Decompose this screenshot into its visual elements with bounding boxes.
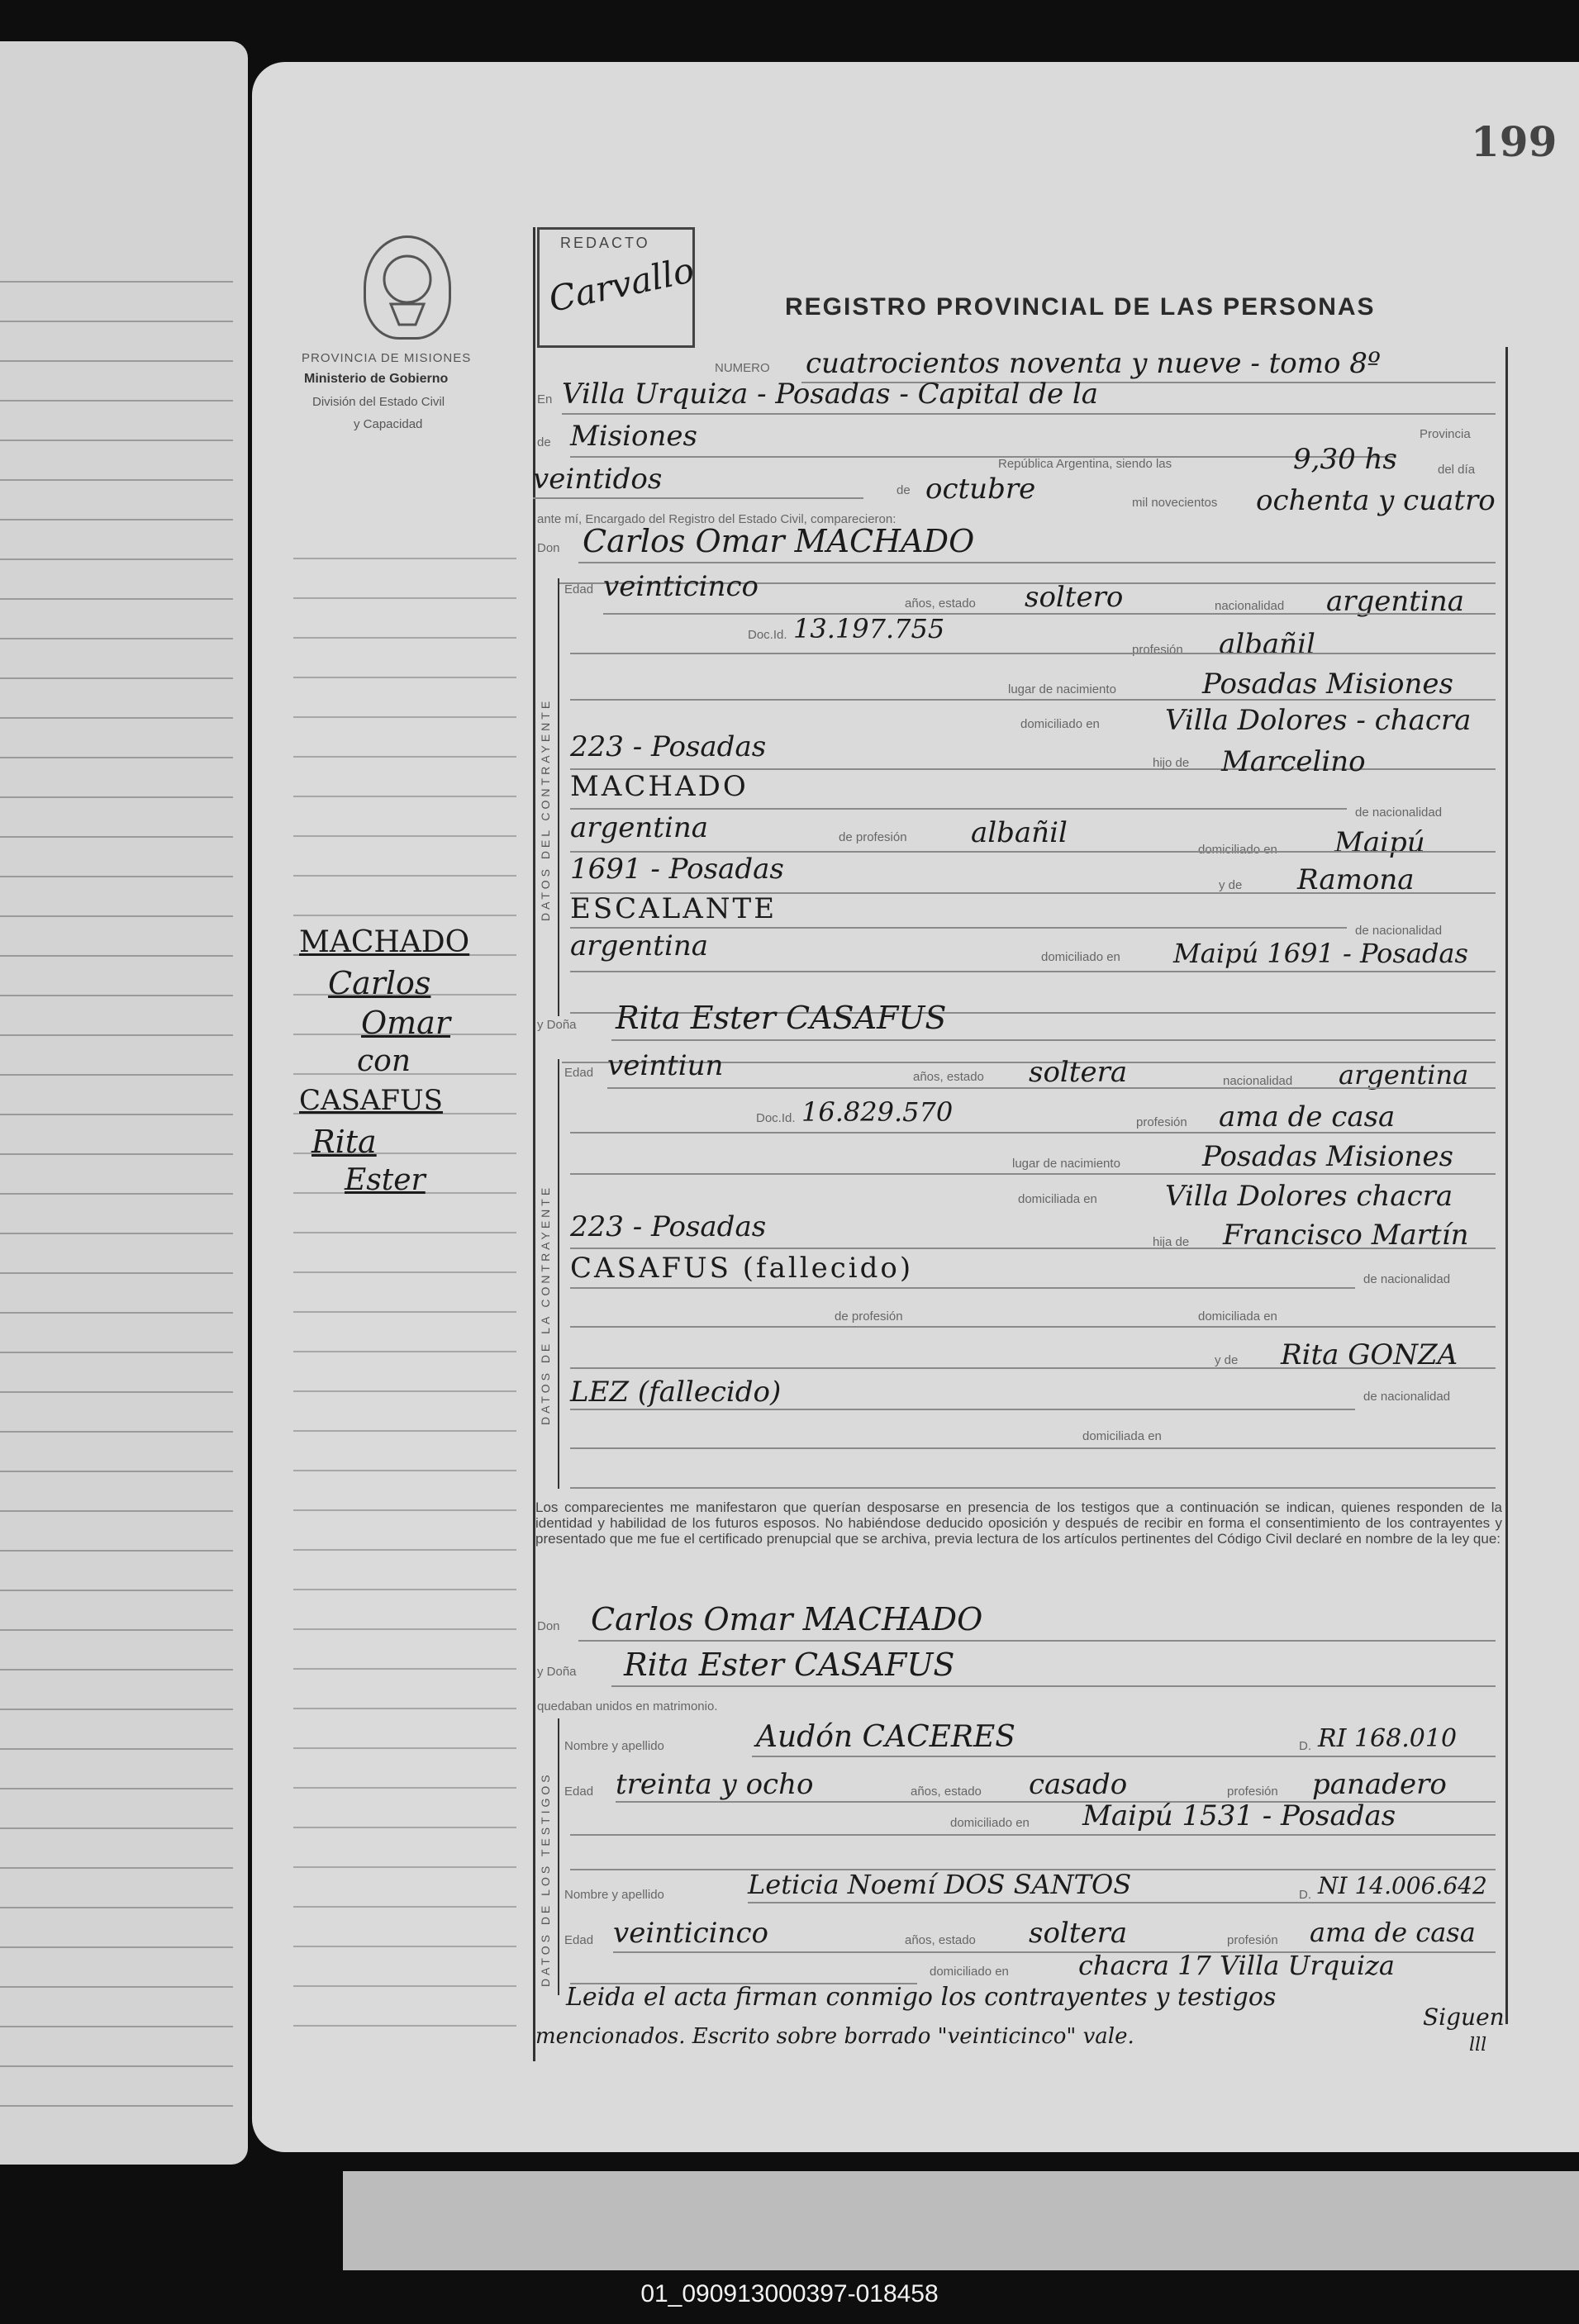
y-de-label: y de: [1219, 878, 1243, 892]
contrayenta-edad: veintiun: [607, 1049, 724, 1082]
t1-domicilio-label: domiciliado en: [950, 1816, 1030, 1830]
profesion-label: profesión: [1132, 643, 1183, 657]
contrayente-doc: 13.197.755: [793, 613, 945, 644]
ruled-line: [0, 2105, 233, 2107]
ruled-line: [0, 836, 233, 838]
en-value: Villa Urquiza - Posadas - Capital de la: [562, 378, 1099, 411]
contrayenta-nacionalidad: argentina: [1339, 1059, 1469, 1091]
anio-value: ochenta y cuatro: [1256, 484, 1496, 517]
contrayenta-domicilio-2: 223 - Posadas: [570, 1210, 767, 1243]
ruled-line: [0, 281, 233, 283]
hijo-label: hijo de: [1153, 756, 1190, 770]
en-label: En: [537, 392, 553, 406]
de-value: Misiones: [570, 420, 697, 453]
ruled-line: [0, 321, 233, 322]
form-right-border: [1505, 347, 1508, 2024]
contrayenta-section-border: [558, 1059, 559, 1489]
testigo-1-nombre: Audón CACERES: [756, 1720, 1015, 1754]
margin-rule: [293, 1509, 516, 1511]
margin-line: Ester: [345, 1163, 426, 1197]
margin-rule: [293, 597, 516, 599]
margin-line: Rita: [312, 1124, 377, 1160]
lugar-label-2: lugar de nacimiento: [1012, 1157, 1120, 1171]
contrayenta-madre-nacionalidad: de nacionalidad: [1363, 1390, 1451, 1404]
contrayente-section-border: [558, 578, 559, 1016]
contrayente-edad: veinticinco: [603, 570, 759, 603]
ruled-line: [0, 1233, 233, 1234]
numero-value: cuatrocientos noventa y nueve - tomo 8º: [806, 347, 1381, 380]
unidos-label: quedaban unidos en matrimonio.: [537, 1699, 718, 1713]
ruled-line: [0, 440, 233, 441]
ruled-line: [0, 876, 233, 877]
margin-line: MACHADO: [299, 925, 470, 959]
page-edge: [343, 2171, 1579, 2270]
t2-nombre-label: Nombre y apellido: [564, 1888, 664, 1902]
ruled-line: [0, 1153, 233, 1155]
contrayente-section-label: DATOS DEL CONTRAYENTE: [539, 697, 552, 921]
edad-label-2: Edad: [564, 1066, 594, 1080]
contrayenta-section-label: DATOS DE LA CONTRAYENTE: [539, 1184, 552, 1425]
ruled-line: [0, 519, 233, 520]
margin-rule: [293, 1628, 516, 1630]
contrayenta-estado: soltera: [1029, 1056, 1128, 1089]
lugar-label: lugar de nacimiento: [1008, 682, 1116, 696]
ruled-line: [0, 1074, 233, 1076]
margin-rule: [293, 1787, 516, 1789]
don-label: Don: [537, 541, 560, 555]
estado-label: años, estado: [905, 596, 976, 611]
testigo-2-nombre: Leticia Noemí DOS SANTOS: [748, 1869, 1132, 1900]
contrayente-padre-prof: albañil: [971, 816, 1068, 849]
ruled-line: [0, 1272, 233, 1274]
testigo-2-doc: NI 14.006.642: [1318, 1872, 1487, 1899]
ruled-line: [0, 360, 233, 362]
testigo-2-profesion: ama de casa: [1310, 1917, 1476, 1948]
closing-line-1: Leida el acta firman conmigo los contrayentes y testigos: [566, 1983, 1277, 2012]
margin-rule: [293, 716, 516, 718]
document-title: REGISTRO PROVINCIAL DE LAS PERSONAS: [785, 293, 1376, 321]
de-label: de: [537, 435, 551, 449]
division-label-2: y Capacidad: [354, 417, 423, 431]
contrayente-madre-nac: argentina: [570, 929, 709, 962]
contrayenta-madre-dom-label: domiciliada en: [1082, 1429, 1162, 1443]
ruled-line: [0, 1867, 233, 1869]
margin-rule: [293, 835, 516, 837]
contrayente-domicilio-2: 223 - Posadas: [570, 730, 767, 763]
contrayenta-de-profesion: de profesión: [835, 1309, 903, 1324]
declaration-don-label: Don: [537, 1619, 560, 1633]
del-dia-label: del día: [1438, 463, 1476, 477]
t2-doc-label: D.: [1299, 1888, 1311, 1902]
margin-line: Omar: [361, 1005, 451, 1041]
hija-label: hija de: [1153, 1235, 1190, 1249]
contrayente-estado: soltero: [1025, 581, 1124, 614]
contrayenta-profesion: ama de casa: [1219, 1100, 1396, 1133]
ruled-line: [0, 1946, 233, 1948]
t2-domicilio-label: domiciliado en: [930, 1965, 1009, 1979]
contrayenta-padre-apellido: CASAFUS (fallecido): [570, 1252, 914, 1285]
page-number: 199: [1471, 117, 1558, 166]
ruled-line: [0, 1312, 233, 1314]
t1-edad-label: Edad: [564, 1785, 594, 1799]
margin-rule: [293, 875, 516, 877]
margin-rule: [293, 1946, 516, 1947]
margin-rule: [293, 1906, 516, 1908]
margin-rule: [293, 1549, 516, 1551]
madre-domicilio-label: domiciliado en: [1041, 950, 1120, 964]
siguen-label: Siguen: [1423, 2003, 1505, 2031]
ruled-line: [0, 400, 233, 402]
margin-rule: [293, 915, 516, 916]
contrayenta-madre: Rita GONZA: [1281, 1338, 1458, 1371]
margin-rule: [293, 677, 516, 678]
ruled-line: [0, 1510, 233, 1512]
margin-rule: [293, 1351, 516, 1352]
margin-rule: [293, 558, 516, 559]
ministry-label: Ministerio de Gobierno: [304, 372, 449, 386]
t1-doc-label: D.: [1299, 1739, 1311, 1753]
closing-line-2: mencionados. Escrito sobre borrado "veinticinco" vale.: [535, 2024, 1134, 2049]
contrayente-madre-dom: Maipú 1691 - Posadas: [1173, 938, 1468, 969]
margin-annotation: [299, 925, 522, 1203]
stamp-signature: Carvallo: [545, 250, 698, 320]
ruled-line: [0, 1034, 233, 1036]
contrayente-padre-dom-2: 1691 - Posadas: [570, 853, 784, 886]
margin-rule: [293, 1470, 516, 1471]
dia-value: veintidos: [533, 463, 663, 496]
margin-line: con: [357, 1044, 411, 1078]
declaration-dona-label: y Doña: [537, 1665, 577, 1679]
testigo-1-edad: treinta y ocho: [616, 1768, 814, 1801]
contrayente-madre: Ramona: [1297, 863, 1415, 896]
margin-rule: [293, 1589, 516, 1590]
contrayente-lugar: Posadas Misiones: [1202, 668, 1453, 701]
ruled-line: [0, 1391, 233, 1393]
doc-label-2: Doc.Id.: [756, 1111, 796, 1125]
numero-label: NUMERO: [715, 361, 770, 375]
profesion-label-2: profesión: [1136, 1115, 1187, 1129]
ruled-line: [0, 717, 233, 719]
ruled-line: [0, 558, 233, 560]
ruled-line: [0, 1114, 233, 1115]
declaration-text: Los comparecientes me manifestaron que querían desposarse en presencia de los testigos que a continuación se indican, quienes responden de la identidad y habilidad de los futuros esposos. No habiéndose deducido oposición y después de recibir en forma el consentimiento de los contrayentes y presentado que me fue el certificado prenupcial que se archiva, previa lectura de los artículos pertinentes del Código Civil declaré en nombre de la ley que:: [535, 1499, 1502, 1547]
contrayenta-padre: Francisco Martín: [1223, 1219, 1469, 1252]
nacionalidad-label-2: nacionalidad: [1223, 1074, 1293, 1088]
margin-rule: [293, 796, 516, 797]
ruled-line: [0, 1709, 233, 1710]
t2-profesion-label: profesión: [1227, 1933, 1278, 1947]
contrayente-domicilio: Villa Dolores - chacra: [1165, 704, 1472, 737]
nacionalidad-label: nacionalidad: [1215, 599, 1285, 613]
t2-estado-label: años, estado: [905, 1933, 976, 1947]
ruled-line: [0, 1590, 233, 1591]
declaration-dona: Rita Ester CASAFUS: [624, 1647, 955, 1683]
ruled-line: [0, 796, 233, 798]
de-label-2: de: [897, 483, 911, 497]
contrayente-nacionalidad: argentina: [1326, 585, 1465, 618]
declaration-don: Carlos Omar MACHADO: [591, 1601, 983, 1637]
ante-label: ante mí, Encargado del Registro del Estado Civil, comparecieron:: [537, 512, 897, 526]
testigo-2-domicilio: chacra 17 Villa Urquiza: [1078, 1950, 1395, 1981]
margin-rule: [293, 1668, 516, 1670]
ruled-line: [0, 479, 233, 481]
margin-rule: [293, 1708, 516, 1709]
testigos-section-label: DATOS DE LOS TESTIGOS: [539, 1771, 552, 1987]
margin-rule: [293, 1827, 516, 1828]
ruled-line: [0, 2065, 233, 2067]
de-nacionalidad-label: de nacionalidad: [1355, 806, 1443, 820]
hora-value: 9,30 hs: [1293, 443, 1397, 476]
y-de-label-2: y de: [1215, 1353, 1239, 1367]
domicilio-label-2: domiciliada en: [1018, 1192, 1097, 1206]
margin-line: Carlos: [328, 965, 431, 1001]
margin-rule: [293, 1430, 516, 1432]
contrayente-padre: Marcelino: [1221, 745, 1366, 778]
de-profesion-label: de profesión: [839, 830, 907, 844]
madre-nacionalidad-label: de nacionalidad: [1355, 924, 1443, 938]
margin-rule: [293, 1985, 516, 1987]
margin-rule: [293, 1232, 516, 1233]
testigo-1-domicilio: Maipú 1531 - Posadas: [1082, 1799, 1396, 1832]
form-left-border: [533, 227, 535, 2061]
contrayente-padre-nac: argentina: [570, 811, 709, 844]
testigo-1-doc: RI 168.010: [1318, 1724, 1458, 1753]
contrayente-padre-apellido: MACHADO: [570, 770, 749, 803]
initials: lll: [1469, 2035, 1487, 2055]
contrayenta-name: Rita Ester CASAFUS: [616, 1000, 947, 1036]
dona-label: y Doña: [537, 1018, 577, 1032]
ruled-line: [0, 1352, 233, 1353]
t1-estado-label: años, estado: [911, 1785, 982, 1799]
t1-profesion-label: profesión: [1227, 1785, 1278, 1799]
ruled-line: [0, 677, 233, 679]
ruled-line: [0, 598, 233, 600]
republica-label: República Argentina, siendo las: [998, 457, 1172, 471]
division-label: División del Estado Civil: [312, 395, 445, 409]
province-label: PROVINCIA DE MISIONES: [302, 351, 472, 365]
ruled-line: [0, 638, 233, 639]
ruled-line: [0, 757, 233, 758]
margin-rule: [293, 637, 516, 639]
margin-rule: [293, 1311, 516, 1313]
ruled-line: [0, 1550, 233, 1552]
ruled-line: [0, 1748, 233, 1750]
contrayenta-padre-dom-label: domiciliada en: [1198, 1309, 1277, 1324]
padre-domicilio-label: domiciliado en: [1198, 843, 1277, 857]
t1-nombre-label: Nombre y apellido: [564, 1739, 664, 1753]
ruled-line: [0, 995, 233, 996]
margin-rule: [293, 756, 516, 758]
ruled-line: [0, 1827, 233, 1829]
ruled-line: [0, 1669, 233, 1671]
t2-edad-label: Edad: [564, 1933, 594, 1947]
ruled-line: [0, 1788, 233, 1789]
estado-label-2: años, estado: [913, 1070, 984, 1084]
ruled-line: [0, 1907, 233, 1908]
redacto-stamp: [537, 227, 698, 348]
ruled-line: [0, 1431, 233, 1433]
ruled-line: [0, 2026, 233, 2027]
contrayente-name: Carlos Omar MACHADO: [583, 523, 975, 559]
domicilio-label: domiciliado en: [1020, 717, 1100, 731]
testigo-1-estado: casado: [1029, 1768, 1128, 1801]
contrayenta-lugar: Posadas Misiones: [1202, 1140, 1453, 1173]
contrayenta-madre-2: LEZ (fallecido): [570, 1376, 782, 1409]
margin-rule: [293, 1271, 516, 1273]
ruled-line: [0, 955, 233, 957]
margin-rule: [293, 2025, 516, 2027]
edad-label: Edad: [564, 582, 594, 596]
contrayenta-domicilio: Villa Dolores chacra: [1165, 1180, 1453, 1213]
contrayenta-de-nacionalidad: de nacionalidad: [1363, 1272, 1451, 1286]
stamp-label: REDACTO: [560, 235, 650, 251]
left-page: [0, 41, 248, 2165]
testigo-2-estado: soltera: [1029, 1917, 1128, 1950]
mil-label: mil novecientos: [1132, 496, 1218, 510]
contrayente-madre-apellido: ESCALANTE: [570, 892, 778, 925]
footer-id: 01_090913000397-018458: [640, 2280, 939, 2307]
doc-label: Doc.Id.: [748, 628, 787, 642]
ruled-line: [0, 1629, 233, 1631]
margin-rule: [293, 1747, 516, 1749]
contrayente-padre-dom: Maipú: [1334, 826, 1425, 859]
testigos-section-border: [558, 1718, 559, 1995]
ruled-line: [0, 1986, 233, 1988]
testigo-1-profesion: panadero: [1312, 1768, 1447, 1801]
margin-line: CASAFUS: [299, 1084, 443, 1117]
coat-of-arms-icon: [364, 235, 451, 340]
ruled-line: [0, 1471, 233, 1472]
margin-rule: [293, 1866, 516, 1868]
ruled-line: [0, 1193, 233, 1195]
mes-value: octubre: [925, 473, 1036, 506]
margin-rule: [293, 1390, 516, 1392]
ruled-line: [0, 915, 233, 917]
contrayenta-doc: 16.829.570: [801, 1096, 954, 1128]
testigo-2-edad: veinticinco: [613, 1917, 768, 1950]
provincia-label: Provincia: [1420, 427, 1471, 441]
contrayente-profesion: albañil: [1219, 628, 1315, 661]
